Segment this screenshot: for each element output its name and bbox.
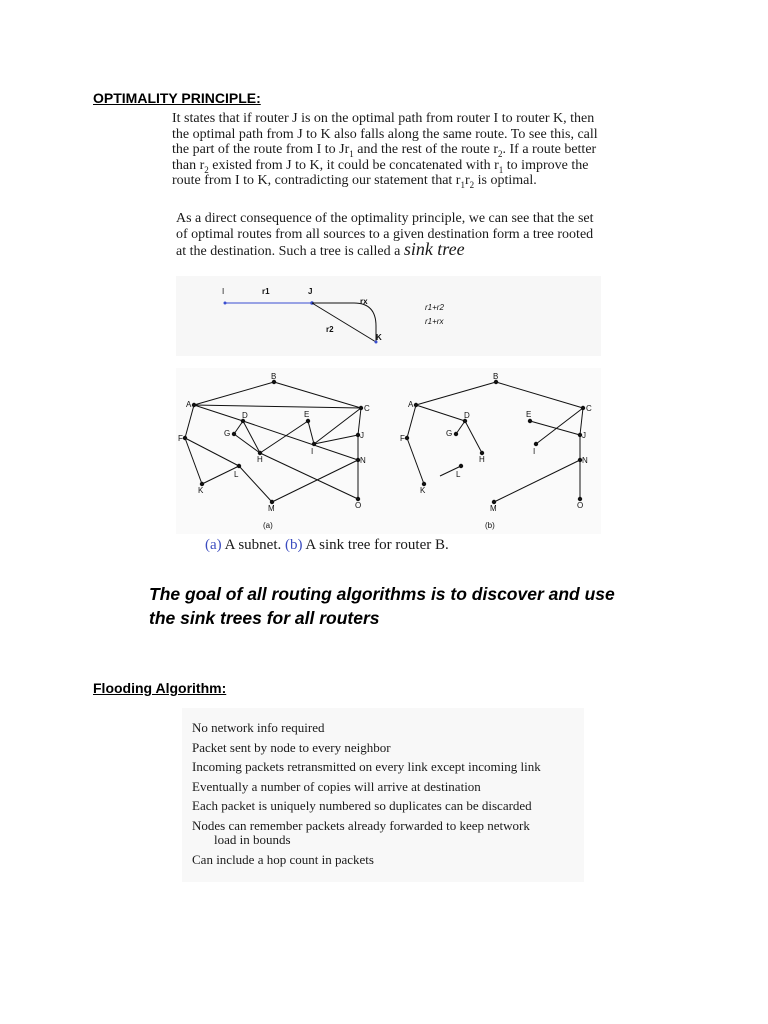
node-b-A: A	[408, 400, 414, 409]
node-a-N: N	[360, 456, 366, 465]
node-b-M: M	[490, 504, 497, 513]
label-r2: r2	[326, 325, 334, 334]
node-b-D: D	[464, 411, 470, 420]
node-a-B: B	[271, 372, 277, 381]
list-item: Can include a hop count in packets	[192, 851, 374, 867]
list-item: No network info required	[192, 720, 325, 735]
list-item: Nodes can remember packets already forwarded to keep network	[192, 817, 530, 833]
node-b-K: K	[420, 486, 426, 495]
node-a-F: F	[178, 434, 183, 443]
node-b-C: C	[586, 404, 592, 413]
node-b-I: I	[533, 447, 536, 456]
route-diagram	[176, 276, 601, 356]
node-a-E: E	[304, 410, 310, 419]
node-a-H: H	[257, 455, 263, 464]
legend-r1-r2: r1+r2	[425, 303, 444, 312]
node-a-G: G	[224, 429, 231, 438]
sink-tree-b	[400, 372, 592, 530]
node-a-M: M	[268, 504, 275, 513]
list-item: Eventually a number of copies will arrive at destination	[192, 778, 481, 794]
list-item: Each packet is uniquely numbered so duplicates can be discarded	[192, 798, 532, 813]
flooding-list-panel	[182, 708, 584, 882]
figure-label-a: (a)	[263, 521, 273, 530]
subnet-a-nodes	[183, 380, 363, 504]
node-a-C: C	[364, 404, 370, 413]
node-a-K: K	[198, 486, 204, 495]
subnet-figure-panel	[176, 368, 601, 534]
node-b-O: O	[577, 501, 584, 510]
node-b-F: F	[400, 434, 405, 443]
node-a-I: I	[311, 447, 314, 456]
node-a-J: J	[360, 431, 364, 440]
figure-caption: (a) A subnet. (b) A sink tree for router B.	[205, 537, 449, 553]
node-a-A: A	[186, 400, 192, 409]
route-figure-panel	[176, 276, 601, 356]
sink-tree-paragraph: As a direct consequence of the optimality principle, we can see that the set of optimal routes from all sources to a given destination form a tree rooted at the destination. Such a tree is called a sink tree	[176, 211, 594, 259]
node-a-O: O	[355, 501, 362, 510]
node-b-L: L	[456, 470, 461, 479]
subnet-a-edges	[185, 382, 361, 502]
figure-label-b: (b)	[485, 521, 495, 530]
legend-r1-rx: r1+rx	[425, 317, 444, 326]
subnet-diagrams	[176, 368, 601, 534]
list-item: Packet sent by node to every neighbor	[192, 739, 391, 755]
subnet-a-labels	[178, 372, 370, 530]
node-b-G: G	[446, 429, 453, 438]
list-item: Incoming packets retransmitted on every link except incoming link	[192, 759, 541, 774]
node-a-D: D	[242, 411, 248, 420]
label-rx: rx	[360, 297, 368, 306]
list-item-continuation: load in bounds	[214, 832, 291, 847]
goal-statement: The goal of all routing algorithms is to discover and use the sink trees for all routers	[149, 584, 615, 628]
label-J: J	[308, 287, 313, 296]
node-a-L: L	[234, 470, 239, 479]
section-heading-flooding: Flooding Algorithm:	[93, 680, 227, 696]
section-heading-optimality: OPTIMALITY PRINCIPLE:	[93, 90, 261, 106]
node-b-J: J	[582, 431, 586, 440]
node-b-H: H	[479, 455, 485, 464]
optimality-paragraph: It states that if router J is on the optimal path from router I to router K, then the optimal path from J to K also falls along the same route. To see this, call the part of the route from I to $Jr_1$ and the rest of the route $r_2$. If a route better than $r_2$ existed from J to K, it could be concatenated with $r_1$ to improve the route from I to K, contradicting our statement that $r_1r_2$ is optimal.	[172, 111, 598, 190]
node-b-B: B	[493, 372, 499, 381]
label-K: K	[376, 333, 382, 342]
label-I: I	[222, 287, 225, 296]
sink-tree-term: sink tree	[403, 239, 465, 259]
node-b-N: N	[582, 456, 588, 465]
label-r1: r1	[262, 287, 270, 296]
node-b-E: E	[526, 410, 532, 419]
